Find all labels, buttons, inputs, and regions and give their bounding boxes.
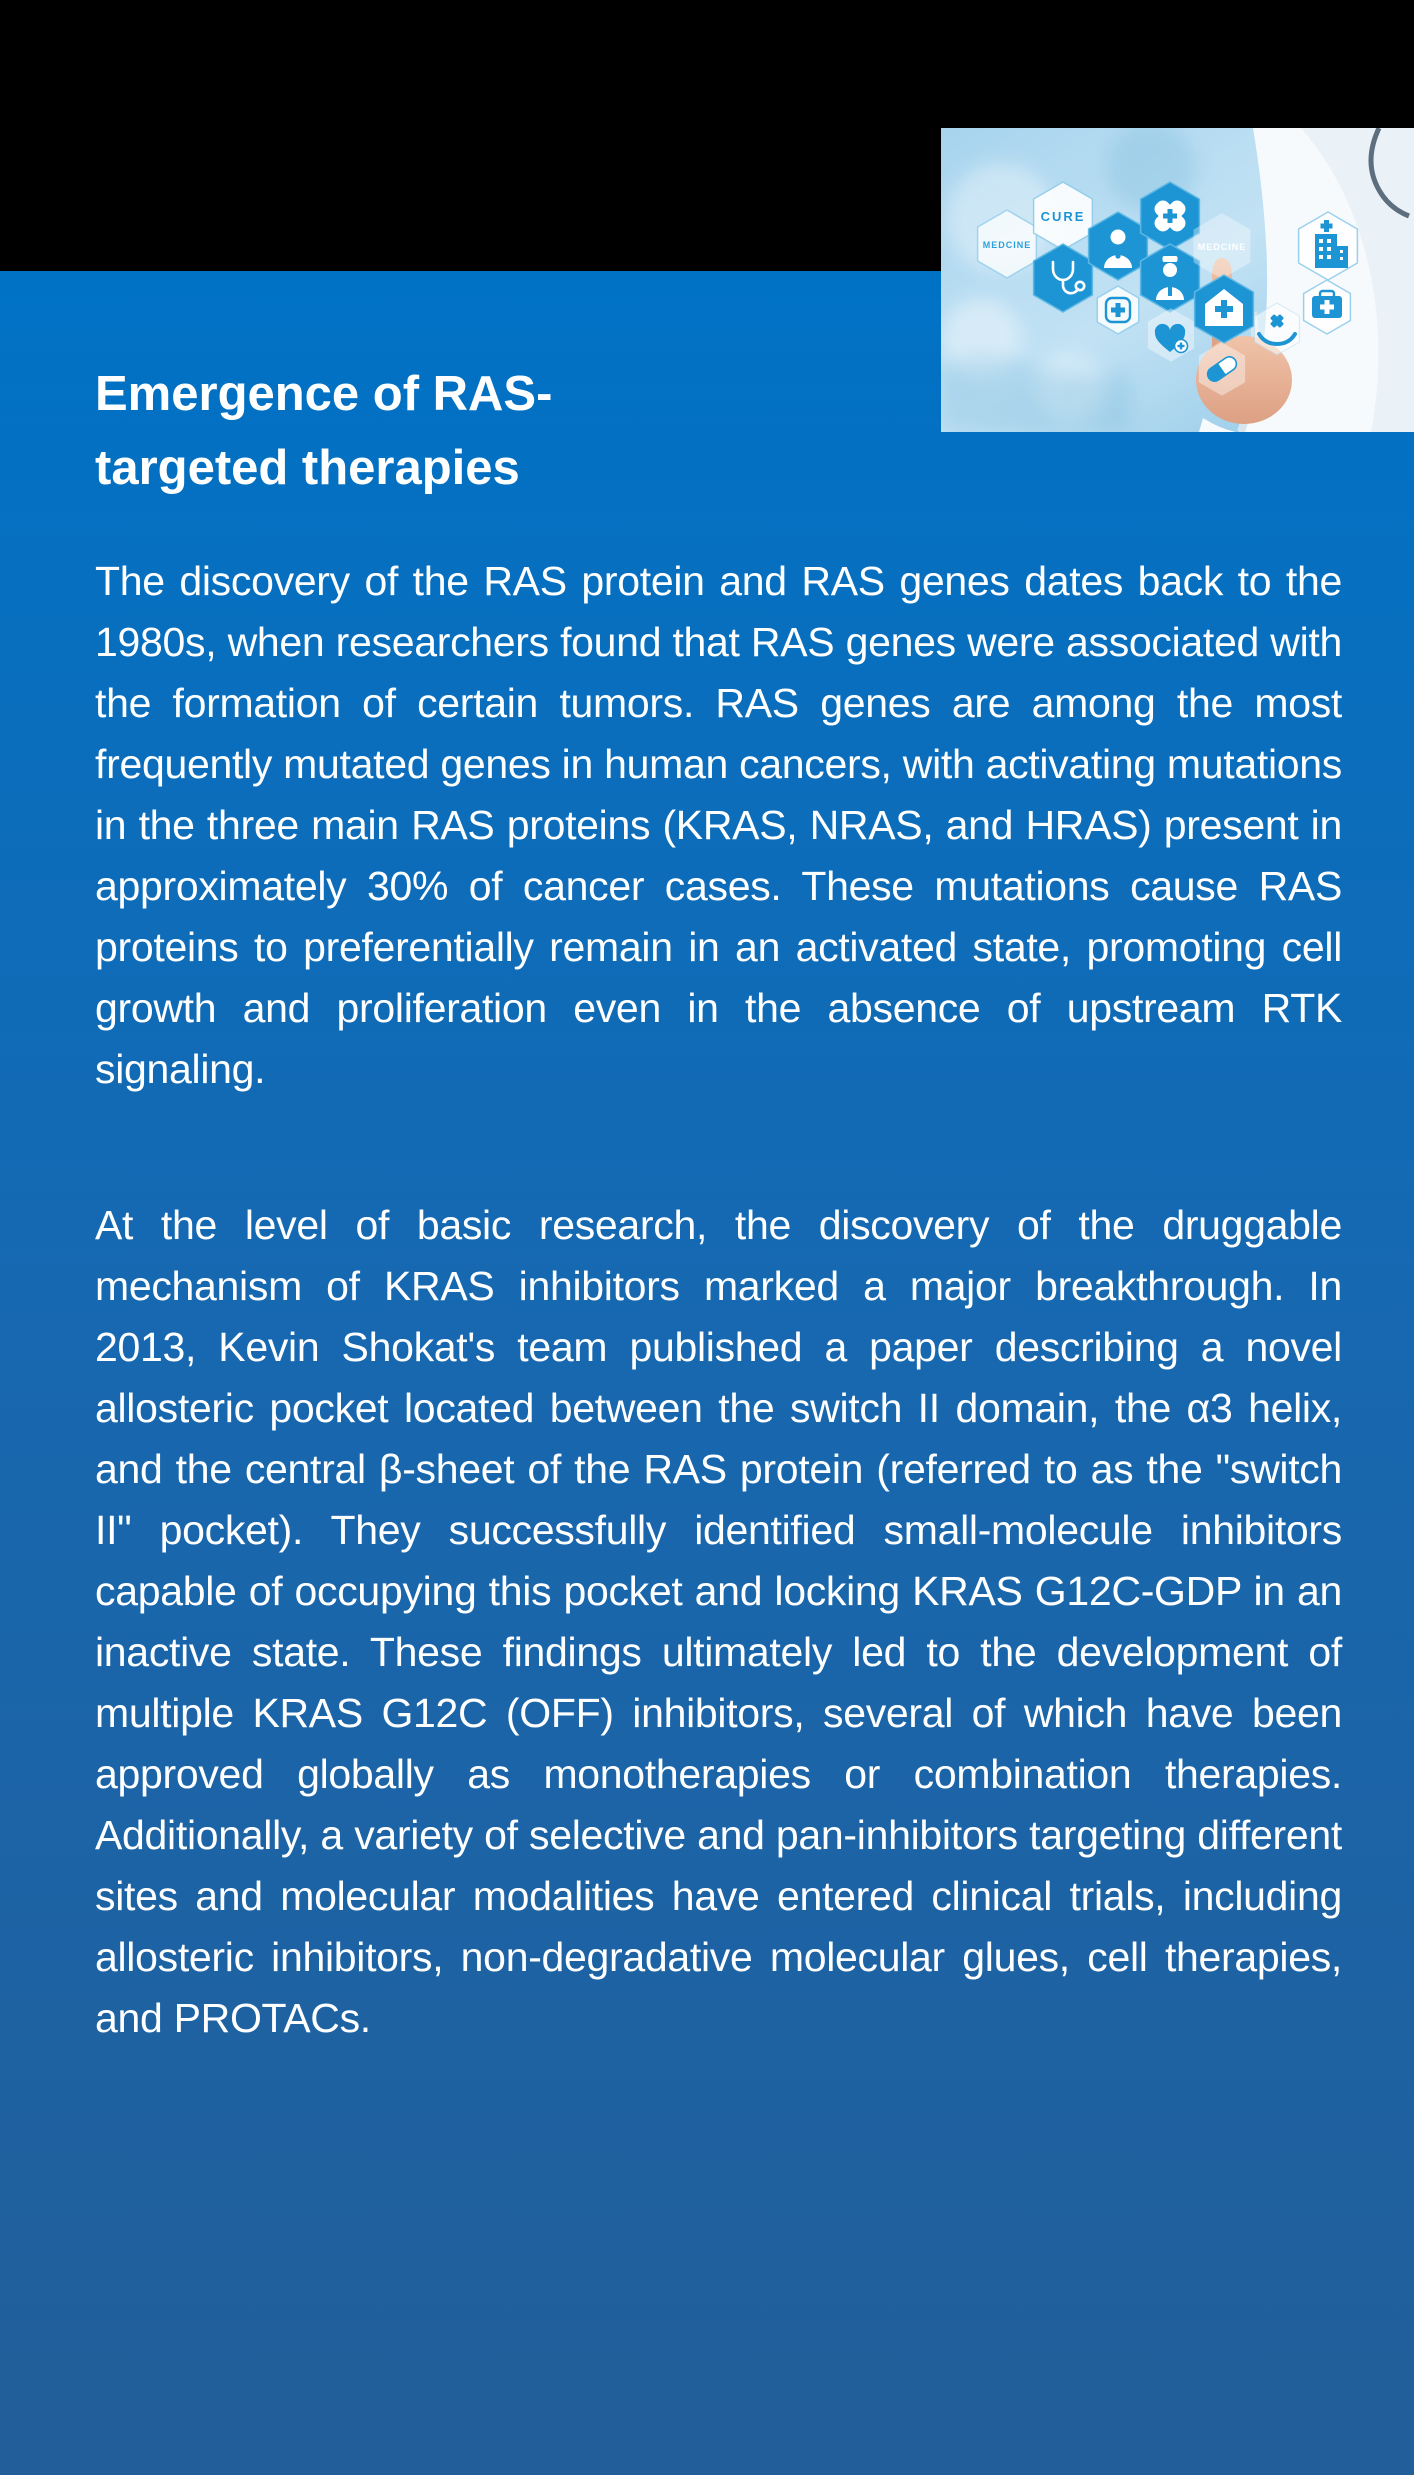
paragraph-kras-inhibitors: At the level of basic research, the discovery of the druggable mechanism of KRAS inhibitors marked a major breakthrough. In 2013, Kevin Shokat's team published a paper describing a novel allosteric pocket located between the switch II domain, the α3 helix, and the central β-sheet of the RAS protein (referred to as the "switch II" pocket). They successfully identified small-molecule inhibitors capable of occupying this pocket and locking KRAS G12C-GDP in an inactive state. These findings ultimately led to the development of multiple KRAS G12C (OFF) inhibitors, several of which have been approved globally as monotherapies or combination therapies. Additionally, a variety of selective and pan-inhibitors targeting different sites and molecular modalities have entered clinical trials, including allosteric inhibitors, non-degradative molecular glues, cell therapies, and PROTACs. — [95, 1202, 1342, 2041]
article-background — [0, 271, 1414, 2475]
cure-label: CURE — [1040, 209, 1086, 224]
medcine-left-label: MEDCINE — [982, 240, 1032, 250]
page-title-line1: Emergence of RAS- — [95, 367, 553, 421]
paragraph-ras-discovery: The discovery of the RAS protein and RAS genes dates back to the 1980s, when researchers found that RAS genes were associated with the formation of certain tumors. RAS genes are among the most frequently mutated genes in human cancers, with activating mutations in the three main RAS proteins (KRAS, NRAS, and HRAS) present in approximately 30% of cancer cases. These mutations cause RAS proteins to preferentially remain in an activated state, promoting cell growth and proliferation even in the absence of upstream RTK signaling. — [95, 558, 1342, 1092]
hero-image — [941, 128, 1414, 432]
medcine-center-label: MEDCINE — [1197, 242, 1247, 252]
article-content — [0, 271, 1414, 2049]
page-title-line2: targeted therapies — [95, 441, 520, 495]
